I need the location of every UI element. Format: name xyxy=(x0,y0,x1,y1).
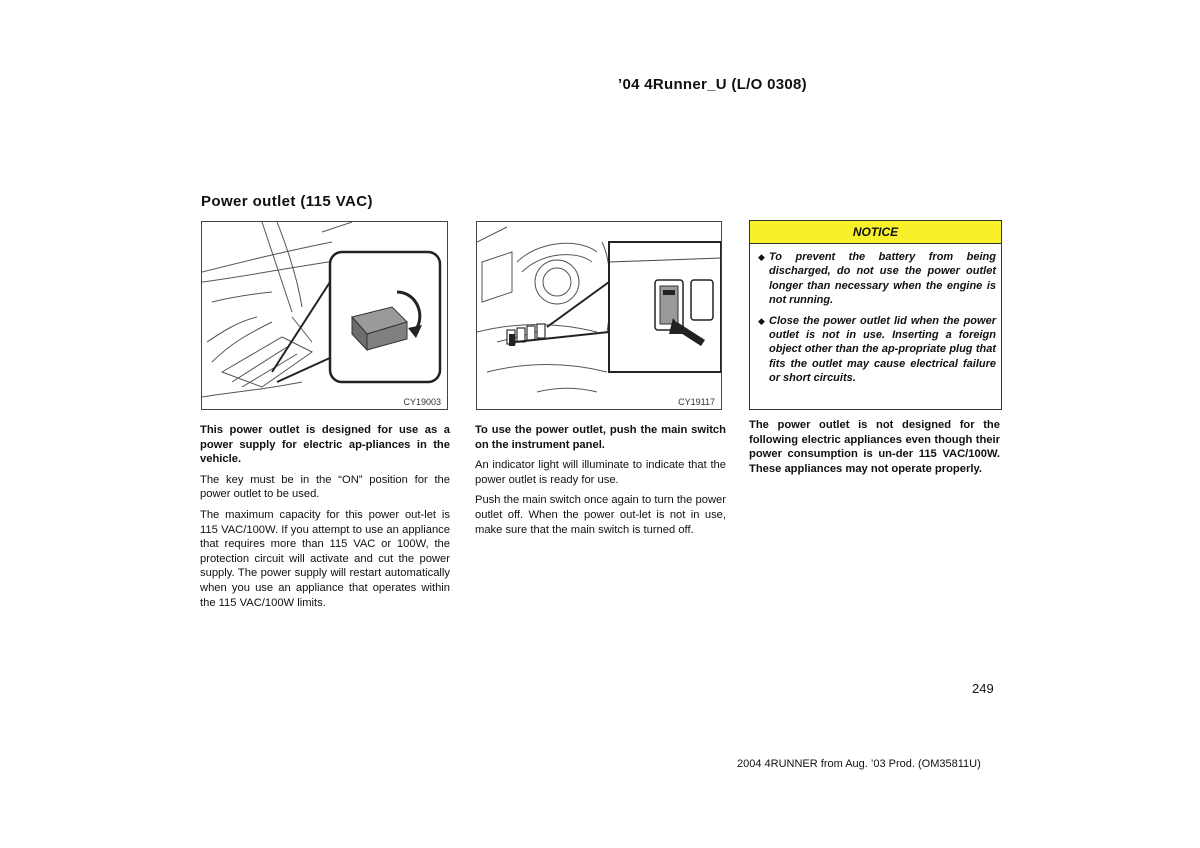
notice-item-text: Close the power outlet lid when the power outlet is not in use. Inserting a foreign object other than the ap-propriate plug that fits the outlet may cause electrical failure or short circuits. xyxy=(769,314,996,385)
notice-item xyxy=(758,314,996,386)
notice-title: NOTICE xyxy=(750,221,1001,244)
section-title: Power outlet (115 VAC) xyxy=(201,193,373,210)
power-outlet-lid-illustration xyxy=(202,222,447,409)
diamond-bullet-icon: ◆ xyxy=(758,315,765,326)
notice-list xyxy=(750,244,1001,386)
notice-item-text: To prevent the battery from being discharged, do not use the power outlet longer than necessary when the engine is not running. xyxy=(769,251,996,307)
switch-off-paragraph: Push the main switch once again to turn the power outlet off. When the power out-let is not in use, make sure that the main switch is turned off. xyxy=(475,494,726,536)
usage-paragraph: To use the power outlet, push the main switch on the instrument panel. xyxy=(475,424,726,451)
not-designed-paragraph: The power outlet is not designed for the following electric appliances even though their power consumption is un-der 115 VAC/100W. These appliances may not operate properly. xyxy=(749,419,1000,475)
notice-box xyxy=(749,220,1002,410)
figure-code: CY19003 xyxy=(403,397,441,407)
notice-item xyxy=(758,250,996,308)
intro-paragraph: This power outlet is designed for use as a power supply for electric ap-pliances in the vehicle. xyxy=(200,424,450,466)
page-header: ’04 4Runner_U (L/O 0308) xyxy=(618,76,807,93)
diamond-bullet-icon: ◆ xyxy=(758,252,765,262)
figure-power-outlet xyxy=(201,221,448,410)
page-number: 249 xyxy=(972,681,994,696)
main-switch-illustration xyxy=(477,222,721,409)
indicator-paragraph: An indicator light will illuminate to indicate that the power outlet is ready for use. xyxy=(475,459,726,486)
column-1 xyxy=(200,423,450,616)
figure-code: CY19117 xyxy=(678,397,715,407)
footer-text: 2004 4RUNNER from Aug. ’03 Prod. (OM35811U) xyxy=(737,758,981,770)
capacity-paragraph: The maximum capacity for this power out-let is 115 VAC/100W. If you attempt to use an appliance that requires more than 115 VAC or 100W, the protection circuit will activate and cut the power supply. The power supply will restart automatically when you use an appliance that operates within the 115 VAC/100W limits. xyxy=(200,508,450,609)
key-position-paragraph: The key must be in the “ON” position for the power outlet to be used. xyxy=(200,473,450,501)
figure-main-switch xyxy=(476,221,722,410)
column-3 xyxy=(749,418,1000,482)
column-2 xyxy=(475,423,726,543)
